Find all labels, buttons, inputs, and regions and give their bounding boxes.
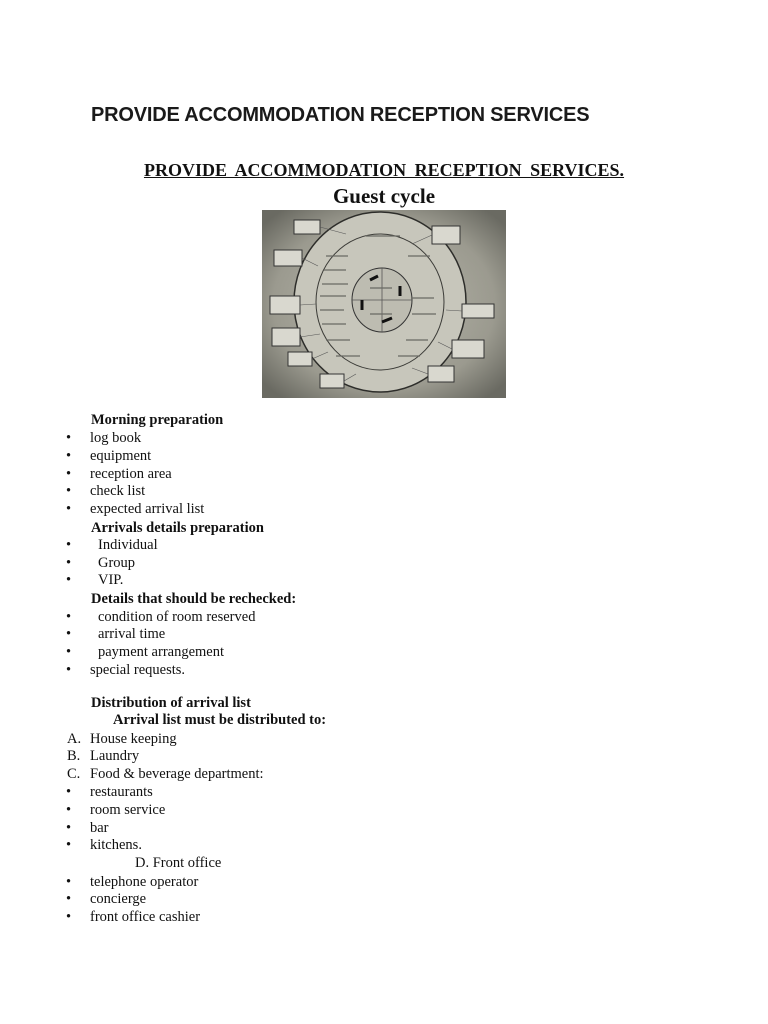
- section-heading-text: Arrivals details preparation: [91, 520, 264, 536]
- bullet-icon: •: [66, 483, 72, 499]
- list-item-text: equipment: [90, 448, 152, 464]
- list-item-text: front office cashier: [90, 909, 201, 925]
- bullet-icon: •: [66, 644, 72, 660]
- lettered-item-text: Food & beverage department:: [90, 766, 264, 782]
- list-item-text: payment arrangement: [98, 644, 225, 660]
- document-subtitle: Guest cycle: [332, 184, 436, 208]
- bullet-icon: •: [66, 430, 72, 446]
- section-heading-text: Morning preparation: [91, 412, 224, 428]
- page-heading: PROVIDE ACCOMMODATION RECEPTION SERVICES: [91, 104, 590, 126]
- bullet-icon: •: [66, 837, 72, 853]
- section-heading-text: Arrival list must be distributed to:: [113, 712, 327, 728]
- list-item-text: Group: [98, 555, 136, 571]
- bullet-icon: •: [66, 572, 72, 588]
- list-item-text: concierge: [90, 891, 147, 907]
- list-item-text: VIP.: [98, 572, 124, 588]
- bullet-icon: •: [66, 662, 72, 678]
- list-item-text: kitchens.: [90, 837, 142, 853]
- bullet-icon: •: [66, 784, 72, 800]
- bullet-icon: •: [66, 501, 72, 517]
- bullet-icon: •: [66, 537, 72, 553]
- list-item-text: log book: [90, 430, 142, 446]
- list-marker: C.: [67, 766, 81, 782]
- list-item-text: room service: [90, 802, 166, 818]
- bullet-icon: •: [66, 609, 72, 625]
- list-item-text: telephone operator: [90, 874, 199, 890]
- bullet-icon: •: [66, 891, 72, 907]
- bullet-icon: •: [66, 448, 72, 464]
- bullet-icon: •: [66, 820, 72, 836]
- lettered-item-text: House keeping: [90, 731, 177, 747]
- list-item-text: expected arrival list: [90, 501, 205, 517]
- guest-cycle-diagram-image: [262, 210, 506, 398]
- list-item-text: reception area: [90, 466, 172, 482]
- list-item-text: check list: [90, 483, 146, 499]
- list-item-text: restaurants: [90, 784, 153, 800]
- bullet-icon: •: [66, 466, 72, 482]
- section-heading-text: Details that should be rechecked:: [91, 591, 297, 607]
- document-title: PROVIDE ACCOMMODATION RECEPTION SERVICES.: [143, 160, 625, 180]
- bullet-icon: •: [66, 909, 72, 925]
- list-item-text: special requests.: [90, 662, 186, 678]
- lettered-item-text: D. Front office: [135, 855, 222, 871]
- guest-cycle-diagram-drawing: [262, 210, 506, 398]
- section-heading-text: Distribution of arrival list: [91, 695, 251, 711]
- list-item-text: arrival time: [98, 626, 166, 642]
- list-marker: B.: [67, 748, 81, 764]
- list-item-text: bar: [90, 820, 109, 836]
- lettered-item-text: Laundry: [90, 748, 140, 764]
- bullet-icon: •: [66, 555, 72, 571]
- list-item-text: Individual: [98, 537, 158, 553]
- bullet-icon: •: [66, 802, 72, 818]
- list-marker: A.: [67, 731, 82, 747]
- list-item-text: condition of room reserved: [98, 609, 256, 625]
- bullet-icon: •: [66, 874, 72, 890]
- bullet-icon: •: [66, 626, 72, 642]
